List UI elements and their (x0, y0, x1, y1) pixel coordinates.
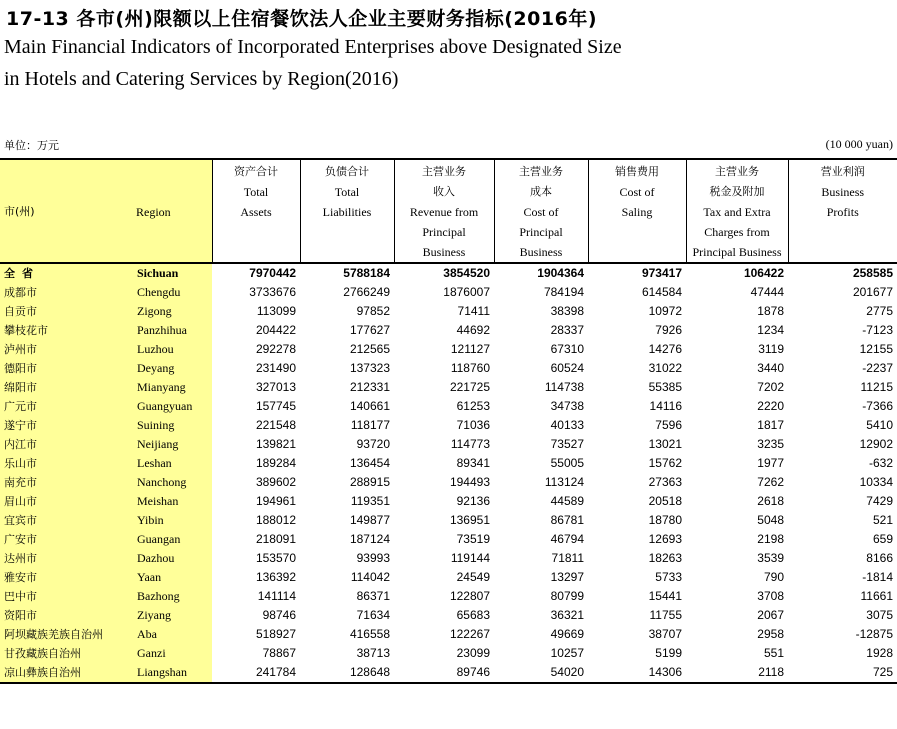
value-cell: 7926 (655, 323, 682, 337)
value-cell: 119144 (450, 551, 490, 565)
value-cell: 10257 (550, 646, 584, 660)
region-name-en: Ziyang (132, 606, 212, 625)
value-cell: 140661 (349, 399, 390, 413)
value-cell: 61253 (456, 399, 490, 413)
value-cell: 3539 (757, 551, 784, 565)
region-name-cn: 雅安市 (0, 568, 132, 587)
value-cell: 86371 (356, 589, 390, 603)
region-name-cn: 南充市 (0, 473, 132, 492)
value-cell: 114042 (350, 570, 390, 584)
value-cell: 188012 (255, 513, 296, 527)
region-name-cn: 泸州市 (0, 340, 132, 359)
value-cell: 5048 (757, 513, 784, 527)
region-name-en: Dazhou (132, 549, 212, 568)
value-cell: 55385 (648, 380, 682, 394)
region-name-en: Panzhihua (132, 321, 212, 340)
page-title-en-line2: in Hotels and Catering Services by Region(2016) (4, 68, 399, 90)
table-row (0, 511, 897, 530)
value-cell: 60524 (550, 361, 584, 375)
value-cell: 1876007 (443, 285, 490, 299)
table-row (0, 587, 897, 606)
header-col-cn-line: 主营业务 (715, 165, 759, 178)
value-cell: 327013 (255, 380, 296, 394)
value-cell: 46794 (550, 532, 584, 546)
header-col-cn-line: 收入 (433, 185, 455, 198)
region-name-en: Deyang (132, 359, 212, 378)
page-title-cn: 17-13 各市(州)限额以上住宿餐饮法人企业主要财务指标(2016年) (6, 8, 597, 30)
value-cell: 65683 (456, 608, 490, 622)
table-row (0, 454, 897, 473)
value-cell: 11215 (860, 380, 893, 394)
header-col-en-line: Principal (519, 225, 563, 239)
value-cell: 7262 (757, 475, 784, 489)
region-name-cn: 巴中市 (0, 587, 132, 606)
region-name-en: Meishan (132, 492, 212, 511)
value-cell: 92136 (456, 494, 490, 508)
header-col-7 (788, 159, 897, 263)
value-cell: 3708 (757, 589, 784, 603)
value-cell: 153570 (255, 551, 296, 565)
region-name-cn: 内江市 (0, 435, 132, 454)
value-cell: -1814 (862, 570, 893, 584)
value-cell: -2237 (862, 361, 893, 375)
value-cell: 194493 (449, 475, 490, 489)
value-cell: 1817 (757, 418, 784, 432)
value-cell: 212565 (349, 342, 390, 356)
value-cell: 11755 (649, 608, 682, 622)
value-cell: 23099 (456, 646, 490, 660)
value-cell: 221548 (255, 418, 296, 432)
value-cell: 44692 (456, 323, 490, 337)
table-row (0, 606, 897, 625)
table-row (0, 283, 897, 302)
table-row (0, 435, 897, 454)
value-cell: 189284 (255, 456, 296, 470)
value-cell: 258585 (852, 266, 893, 280)
value-cell: 128648 (300, 663, 394, 683)
value-cell: 18263 (648, 551, 682, 565)
region-name-cn: 遂宁市 (0, 416, 132, 435)
value-cell: 1977 (757, 456, 784, 470)
value-cell: 38707 (648, 627, 682, 641)
region-name-en: Guangyuan (132, 397, 212, 416)
value-cell: 187124 (349, 532, 390, 546)
header-col-en-line: Liabilities (322, 205, 372, 219)
region-name-cn: 成都市 (0, 283, 132, 302)
header-col-en-line: Total (243, 185, 269, 199)
value-cell: 38398 (550, 304, 584, 318)
value-cell: 14276 (648, 342, 682, 356)
region-name-cn: 乐山市 (0, 454, 132, 473)
value-cell: 89341 (456, 456, 490, 470)
value-cell: -12875 (855, 627, 893, 641)
value-cell: 194961 (255, 494, 296, 508)
header-region-cn: 市(州) (0, 159, 132, 263)
value-cell: 20518 (648, 494, 682, 508)
region-name-en: Chengdu (132, 283, 212, 302)
region-name-en: Luzhou (132, 340, 212, 359)
table-row (0, 302, 897, 321)
value-cell: 40133 (550, 418, 584, 432)
table-row (0, 397, 897, 416)
value-cell: 122807 (449, 589, 490, 603)
value-cell: -632 (868, 456, 893, 470)
value-cell: 93993 (356, 551, 390, 565)
header-col-cn-line: 主营业务 (422, 165, 466, 178)
value-cell: 28337 (550, 323, 584, 337)
header-col-cn-line: 销售费用 (615, 165, 659, 178)
value-cell: 2198 (757, 532, 784, 546)
header-col-cn-line: 税金及附加 (709, 185, 765, 198)
region-name-en: Suining (132, 416, 212, 435)
table-row (0, 663, 897, 683)
value-cell: 221725 (449, 380, 490, 394)
value-cell: 659 (872, 532, 893, 546)
header-col-en-line: Saling (621, 205, 653, 219)
value-cell: 47444 (750, 285, 784, 299)
value-cell: 3119 (758, 342, 784, 356)
header-col-en-line: Charges from (704, 225, 770, 239)
table-row (0, 416, 897, 435)
value-cell: 38713 (356, 646, 390, 660)
value-cell: 2118 (686, 663, 788, 683)
table-row (0, 568, 897, 587)
page-title-en-line1: Main Financial Indicators of Incorporated Enterprises above Designated Size (4, 36, 622, 58)
value-cell: 389602 (255, 475, 296, 489)
value-cell: 551 (763, 646, 784, 660)
value-cell: 1878 (757, 304, 784, 318)
value-cell: 73527 (550, 437, 584, 451)
region-name-en: Zigong (132, 302, 212, 321)
value-cell: 5788184 (343, 266, 390, 280)
value-cell: 1234 (757, 323, 784, 337)
value-cell: 5410 (866, 418, 893, 432)
region-name-en: Ganzi (132, 644, 212, 663)
table-row (0, 644, 897, 663)
value-cell: 218091 (255, 532, 296, 546)
region-name-cn: 凉山彝族自治州 (0, 663, 132, 683)
value-cell: 18780 (648, 513, 682, 527)
header-col-en-line: Business (821, 185, 865, 199)
header-col-en-line: Cost of (523, 205, 559, 219)
value-cell: 7429 (866, 494, 893, 508)
value-cell: 98746 (262, 608, 296, 622)
region-name-en: Leshan (132, 454, 212, 473)
region-name-en: Guangan (132, 530, 212, 549)
header-col-4 (494, 159, 588, 263)
table-row (0, 378, 897, 397)
value-cell: 15762 (648, 456, 682, 470)
value-cell: 521 (872, 513, 893, 527)
value-cell: 73519 (456, 532, 490, 546)
value-cell: 67310 (550, 342, 584, 356)
value-cell: 106422 (743, 266, 784, 280)
header-col-en-line: Business (519, 245, 563, 259)
region-name-en: Nanchong (132, 473, 212, 492)
value-cell: 10334 (859, 475, 893, 489)
header-col-en-line: Assets (240, 205, 272, 219)
header-col-cn-line: 负债合计 (325, 165, 369, 178)
value-cell: 139821 (255, 437, 296, 451)
header-col-cn-line: 成本 (530, 185, 552, 198)
value-cell: 1904364 (537, 266, 584, 280)
region-name-cn: 全省 (0, 263, 132, 283)
header-col-cn-line: 资产合计 (234, 165, 278, 178)
value-cell: 10972 (648, 304, 682, 318)
region-name-cn: 眉山市 (0, 492, 132, 511)
header-col-1 (212, 159, 300, 263)
value-cell: 12155 (859, 342, 893, 356)
value-cell: 3235 (757, 437, 784, 451)
table-row (0, 359, 897, 378)
header-col-en-line: Tax and Extra (703, 205, 771, 219)
region-name-cn: 资阳市 (0, 606, 132, 625)
header-col-en-line: Business (422, 245, 466, 259)
value-cell: 86781 (550, 513, 584, 527)
value-cell: 78867 (262, 646, 296, 660)
value-cell: 118760 (450, 361, 490, 375)
value-cell: 790 (763, 570, 784, 584)
table-row (0, 530, 897, 549)
value-cell: 89746 (394, 663, 494, 683)
value-cell: 27363 (648, 475, 682, 489)
value-cell: 784194 (543, 285, 584, 299)
value-cell: 11661 (860, 589, 893, 603)
region-name-cn: 甘孜藏族自治州 (0, 644, 132, 663)
value-cell: 54020 (494, 663, 588, 683)
header-col-en-line: Principal (422, 225, 466, 239)
table-body (0, 263, 897, 683)
value-cell: 55005 (550, 456, 584, 470)
value-cell: 13297 (550, 570, 584, 584)
value-cell: 136454 (349, 456, 390, 470)
region-name-cn: 自贡市 (0, 302, 132, 321)
region-name-en: Yaan (132, 568, 212, 587)
value-cell: 292278 (255, 342, 296, 356)
value-cell: 2618 (757, 494, 784, 508)
value-cell: 14116 (649, 399, 682, 413)
value-cell: 136951 (449, 513, 490, 527)
value-cell: 136392 (255, 570, 296, 584)
value-cell: 7970442 (249, 266, 296, 280)
table-row (0, 492, 897, 511)
value-cell: 149877 (349, 513, 390, 527)
value-cell: 201677 (852, 285, 893, 299)
value-cell: 614584 (641, 285, 682, 299)
unit-label-cn: 单位：万元 (4, 139, 59, 152)
header-col-cn-line: 营业利润 (820, 165, 865, 178)
region-name-cn: 德阳市 (0, 359, 132, 378)
region-name-en: Sichuan (132, 263, 212, 283)
region-name-en: Aba (132, 625, 212, 644)
value-cell: 12693 (648, 532, 682, 546)
value-cell: 71811 (551, 551, 584, 565)
value-cell: 3854520 (443, 266, 490, 280)
header-col-3 (394, 159, 494, 263)
value-cell: 973417 (641, 266, 682, 280)
value-cell: 288915 (349, 475, 390, 489)
header-col-6 (686, 159, 788, 263)
region-name-cn: 广安市 (0, 530, 132, 549)
value-cell: 49669 (550, 627, 584, 641)
value-cell: 231490 (255, 361, 296, 375)
value-cell: 44589 (550, 494, 584, 508)
value-cell: 204422 (255, 323, 296, 337)
value-cell: 137323 (349, 361, 390, 375)
region-name-en: Mianyang (132, 378, 212, 397)
value-cell: 93720 (356, 437, 390, 451)
header-col-5 (588, 159, 686, 263)
table-row (0, 549, 897, 568)
table-row (0, 321, 897, 340)
value-cell: 71036 (456, 418, 490, 432)
value-cell: 71411 (457, 304, 490, 318)
value-cell: 113099 (256, 304, 296, 318)
value-cell: 71634 (356, 608, 390, 622)
value-cell: 1928 (866, 646, 893, 660)
value-cell: -7366 (862, 399, 893, 413)
value-cell: 14306 (588, 663, 686, 683)
value-cell: 122267 (449, 627, 490, 641)
region-name-cn: 阿坝藏族羌族自治州 (0, 625, 132, 644)
header-col-en-line: Principal Business (692, 245, 782, 259)
region-name-cn: 攀枝花市 (0, 321, 132, 340)
value-cell: 5733 (655, 570, 682, 584)
value-cell: 114773 (450, 437, 490, 451)
region-name-cn: 绵阳市 (0, 378, 132, 397)
table-row (0, 473, 897, 492)
value-cell: 97852 (356, 304, 390, 318)
table-header-row (0, 159, 897, 263)
region-name-cn: 广元市 (0, 397, 132, 416)
value-cell: 13021 (648, 437, 682, 451)
header-col-en-line: Cost of (619, 185, 655, 199)
value-cell: 2775 (866, 304, 893, 318)
value-cell: 212331 (349, 380, 390, 394)
value-cell: 34738 (550, 399, 584, 413)
table-row (0, 625, 897, 644)
value-cell: 119351 (350, 494, 390, 508)
value-cell: 12902 (859, 437, 893, 451)
unit-label-en: (10 000 yuan) (825, 137, 893, 151)
value-cell: 3733676 (249, 285, 296, 299)
value-cell: 518927 (255, 627, 296, 641)
value-cell: 113124 (544, 475, 584, 489)
value-cell: 725 (788, 663, 897, 683)
value-cell: 416558 (349, 627, 390, 641)
value-cell: 3440 (757, 361, 784, 375)
value-cell: 80799 (550, 589, 584, 603)
value-cell: 2220 (757, 399, 784, 413)
value-cell: 8166 (866, 551, 893, 565)
value-cell: 7202 (757, 380, 784, 394)
header-col-en-line: Total (334, 185, 360, 199)
region-name-en: Neijiang (132, 435, 212, 454)
value-cell: 2958 (757, 627, 784, 641)
value-cell: 5199 (655, 646, 682, 660)
value-cell: 114738 (544, 380, 584, 394)
value-cell: 141114 (257, 589, 296, 603)
value-cell: 15441 (648, 589, 682, 603)
value-cell: 121127 (450, 342, 490, 356)
value-cell: 2766249 (343, 285, 390, 299)
value-cell: 31022 (648, 361, 682, 375)
value-cell: 177627 (349, 323, 390, 337)
header-col-2 (300, 159, 394, 263)
value-cell: 241784 (212, 663, 300, 683)
region-name-en: Liangshan (132, 663, 212, 683)
header-col-en-line: Revenue from (409, 205, 479, 219)
value-cell: 36321 (550, 608, 584, 622)
region-name-cn: 宜宾市 (0, 511, 132, 530)
region-name-en: Bazhong (132, 587, 212, 606)
header-col-en-line: Profits (826, 205, 859, 219)
table-row (0, 263, 897, 283)
value-cell: 24549 (456, 570, 490, 584)
value-cell: 7596 (655, 418, 682, 432)
value-cell: 157745 (255, 399, 296, 413)
header-region-en: Region (132, 159, 212, 263)
financial-indicators-table (0, 158, 897, 684)
value-cell: 2067 (757, 608, 784, 622)
value-cell: -7123 (862, 323, 893, 337)
value-cell: 118177 (350, 418, 390, 432)
region-name-cn: 达州市 (0, 549, 132, 568)
table-row (0, 340, 897, 359)
value-cell: 3075 (866, 608, 893, 622)
region-name-en: Yibin (132, 511, 212, 530)
header-col-cn-line: 主营业务 (519, 165, 563, 178)
